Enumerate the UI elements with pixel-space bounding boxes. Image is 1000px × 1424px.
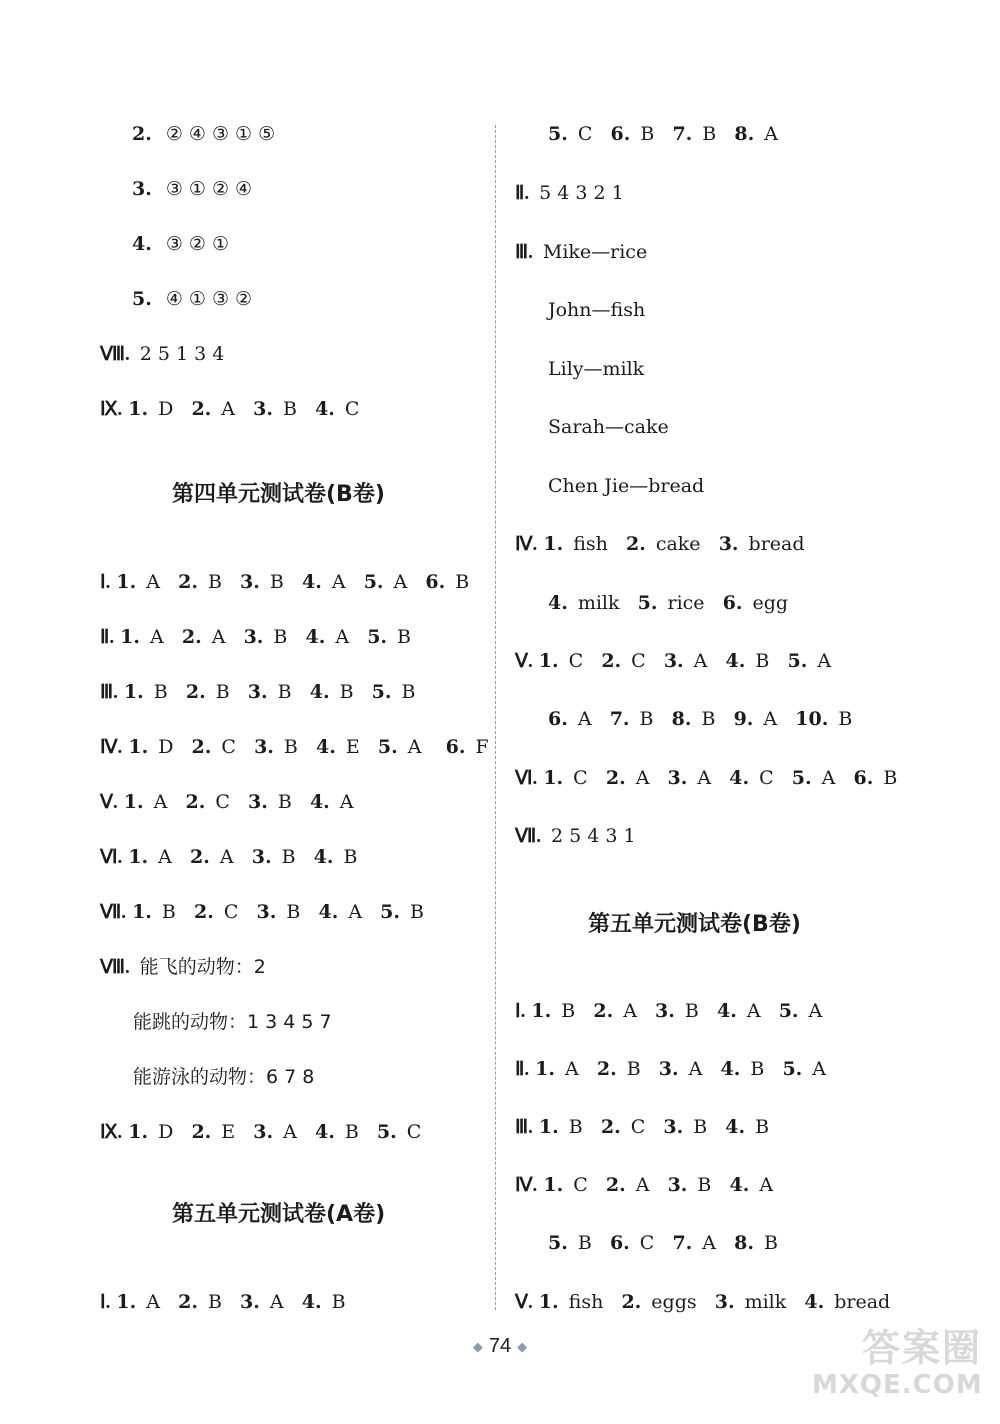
answer-value: B: [626, 1058, 641, 1080]
item-number: 1.: [123, 681, 144, 703]
answer-value: fish: [568, 1291, 604, 1313]
answer-row: [100, 900, 424, 925]
answer-value: A: [348, 901, 363, 923]
item-number: 3.: [667, 767, 688, 789]
answer-row: [515, 1115, 769, 1140]
section-heading: 第四单元测试卷(B卷): [172, 482, 385, 507]
answer-row: [548, 357, 644, 381]
item-number: 4.: [316, 736, 336, 758]
item-number: 1.: [531, 1000, 552, 1022]
section-numeral: Ⅱ.: [515, 1059, 530, 1080]
answer-value: B: [153, 681, 168, 703]
item-number: 4.: [725, 1116, 746, 1138]
answer-value: B: [639, 708, 654, 730]
section-numeral: Ⅵ.: [515, 768, 538, 789]
item-number: 5.: [132, 288, 152, 310]
item-number: 1.: [132, 901, 152, 923]
item-number: 2.: [194, 901, 214, 923]
item-number: 5.: [380, 901, 401, 923]
answer-value: eggs: [651, 1291, 697, 1313]
answer-row: [515, 532, 805, 557]
answer-value: B: [755, 650, 770, 672]
item-number: 2.: [605, 1174, 626, 1196]
watermark-text: 答案圈: [861, 1326, 982, 1370]
item-number: 2.: [185, 791, 206, 813]
answer-value: B: [568, 1116, 583, 1138]
answer-value: A: [817, 650, 832, 672]
answer-value: B: [283, 736, 298, 758]
answer-value: A: [211, 626, 226, 648]
answer-row: [100, 625, 411, 650]
answer-value: B: [161, 901, 176, 923]
answer-value: A: [635, 1174, 650, 1196]
item-number: 2.: [600, 1116, 621, 1138]
answer-value: A: [339, 791, 354, 813]
item-number: 6.: [445, 736, 466, 758]
item-number: 3.: [256, 901, 277, 923]
answer-value: cake: [655, 533, 701, 555]
answer-value: ③ ② ①: [165, 233, 230, 255]
item-number: 1.: [120, 626, 140, 648]
section-numeral: Ⅷ.: [100, 344, 130, 365]
item-number: 5.: [782, 1058, 803, 1080]
answer-value: B: [401, 681, 416, 703]
item-number: 8.: [734, 1232, 754, 1254]
item-number: 2.: [185, 681, 206, 703]
answer-value: B: [273, 626, 288, 648]
item-number: 2.: [132, 123, 152, 145]
answer-row: [100, 397, 359, 422]
answer-value: B: [215, 681, 230, 703]
answer-value: B: [339, 681, 354, 703]
answer-value: B: [344, 1121, 359, 1143]
item-number: 5.: [791, 767, 812, 789]
answer-value: C: [568, 650, 584, 672]
answer-value: 2 5 1 3 4: [139, 343, 225, 365]
answer-value: A: [393, 571, 408, 593]
answer-value: 能跳的动物：1 3 4 5 7: [133, 1011, 332, 1033]
item-number: 10.: [795, 708, 829, 730]
section-numeral: Ⅴ.: [515, 1292, 533, 1313]
answer-value: ③ ① ② ④: [165, 178, 253, 200]
answer-value: A: [335, 626, 350, 648]
answer-row: [515, 824, 636, 849]
item-number: 3.: [240, 571, 260, 593]
item-number: 6.: [425, 571, 446, 593]
answer-value: fish: [573, 533, 608, 555]
item-number: 7.: [672, 123, 693, 145]
section-numeral: Ⅰ.: [100, 572, 111, 593]
item-number: 3.: [655, 1000, 675, 1022]
item-number: 2.: [191, 736, 212, 758]
section-numeral: Ⅲ.: [100, 682, 118, 703]
answer-value: C: [630, 1116, 646, 1138]
answer-value: C: [344, 398, 360, 420]
item-number: 9.: [733, 708, 754, 730]
section-heading: 第五单元测试卷(B卷): [588, 912, 801, 937]
answer-row: [100, 845, 357, 870]
item-number: 1.: [116, 1291, 137, 1313]
answer-value: rice: [667, 592, 705, 614]
item-number: 1.: [543, 533, 564, 555]
section-numeral: Ⅳ.: [515, 1175, 538, 1196]
item-number: 2.: [190, 846, 210, 868]
section-numeral: Ⅱ.: [100, 627, 115, 648]
answer-value: A: [283, 1121, 297, 1143]
watermark-logo: [812, 1326, 982, 1406]
answer-value: E: [221, 1121, 236, 1143]
item-number: 3.: [243, 626, 264, 648]
answer-value: B: [561, 1000, 576, 1022]
answer-value: A: [565, 1058, 579, 1080]
item-number: 2.: [191, 1121, 212, 1143]
answer-row: [515, 240, 647, 265]
answer-row: [515, 649, 831, 674]
item-number: 2.: [625, 533, 646, 555]
section-numeral: Ⅸ.: [100, 399, 123, 420]
answer-row: [132, 122, 275, 146]
item-number: 1.: [535, 1058, 555, 1080]
answer-value: B: [701, 708, 716, 730]
answer-row: [548, 1231, 778, 1255]
answer-value: B: [640, 123, 655, 145]
answer-value: D: [158, 1121, 174, 1143]
section-numeral: Ⅱ.: [515, 183, 530, 204]
answer-value: D: [158, 398, 174, 420]
item-number: 2.: [605, 767, 626, 789]
answer-value: B: [281, 846, 296, 868]
watermark-url: MXQE.COM: [812, 1370, 983, 1400]
item-number: 1.: [128, 846, 149, 868]
answer-value: A: [221, 398, 236, 420]
item-number: 3.: [240, 1291, 260, 1313]
answer-row: [100, 570, 469, 595]
item-number: 1.: [538, 1291, 559, 1313]
item-number: 4.: [309, 791, 330, 813]
answer-value: A: [688, 1058, 703, 1080]
item-number: 4.: [720, 1058, 741, 1080]
item-number: 4.: [309, 681, 330, 703]
item-number: 5.: [778, 1000, 799, 1022]
item-number: 7.: [609, 708, 630, 730]
answer-value: A: [702, 1232, 717, 1254]
answer-row: [100, 680, 415, 705]
item-number: 4.: [315, 398, 335, 420]
answer-value: 5 4 3 2 1: [539, 182, 624, 204]
answer-value: Lily—milk: [548, 358, 645, 380]
answer-value: B: [838, 708, 853, 730]
item-number: 4.: [725, 650, 746, 672]
answer-row: [133, 1010, 332, 1034]
item-number: 3.: [248, 791, 268, 813]
answer-value: milk: [744, 1291, 787, 1313]
answer-value: C: [215, 791, 230, 813]
section-numeral: Ⅴ.: [515, 651, 533, 672]
answer-value: C: [221, 736, 236, 758]
item-number: 6.: [609, 1232, 630, 1254]
answer-value: A: [331, 571, 346, 593]
item-number: 1.: [128, 736, 149, 758]
item-number: 2.: [593, 1000, 614, 1022]
answer-value: A: [146, 571, 160, 593]
item-number: 2.: [191, 398, 212, 420]
item-number: 1.: [123, 791, 144, 813]
answer-row: [132, 287, 252, 311]
answer-value: C: [639, 1232, 655, 1254]
answer-row: [100, 342, 224, 367]
answer-value: B: [750, 1058, 765, 1080]
item-number: 4.: [716, 1000, 737, 1022]
answer-value: B: [207, 1291, 222, 1313]
item-number: 1.: [116, 571, 137, 593]
item-number: 1.: [538, 1116, 559, 1138]
answer-value: B: [764, 1232, 778, 1254]
item-number: 4.: [548, 592, 568, 614]
item-number: 1.: [543, 767, 564, 789]
item-number: 2.: [181, 626, 202, 648]
item-number: 5.: [637, 592, 658, 614]
answer-row: [515, 1290, 890, 1315]
answer-value: C: [406, 1121, 422, 1143]
answer-value: E: [345, 736, 360, 758]
answer-value: 能飞的动物：2: [139, 956, 266, 978]
column-divider: [495, 125, 496, 1310]
answer-value: C: [573, 767, 588, 789]
answer-row: [133, 1065, 314, 1089]
answer-value: Sarah—cake: [548, 416, 669, 438]
item-number: 1.: [538, 650, 559, 672]
item-number: 5.: [548, 123, 568, 145]
answer-row: [515, 1057, 826, 1082]
answer-row: [132, 232, 229, 256]
answer-value: B: [755, 1116, 770, 1138]
answer-value: F: [475, 736, 489, 758]
answer-value: B: [343, 846, 358, 868]
answer-value: 能游泳的动物：6 7 8: [133, 1066, 315, 1088]
answer-value: A: [759, 1174, 774, 1196]
item-number: 2.: [178, 1291, 198, 1313]
answer-value: A: [812, 1058, 827, 1080]
item-number: 4.: [301, 1291, 322, 1313]
answer-value: B: [693, 1116, 708, 1138]
answer-value: A: [623, 1000, 637, 1022]
answer-value: A: [577, 708, 592, 730]
section-numeral: Ⅲ.: [515, 1117, 533, 1138]
item-number: 4.: [301, 571, 322, 593]
answer-row: [548, 591, 788, 615]
answer-value: B: [277, 791, 292, 813]
item-number: 3.: [251, 846, 272, 868]
answer-value: C: [759, 767, 774, 789]
answer-value: John—fish: [548, 299, 646, 321]
item-number: 5.: [367, 626, 388, 648]
item-number: 3.: [714, 1291, 735, 1313]
item-number: 5.: [787, 650, 808, 672]
item-number: 5.: [363, 571, 384, 593]
diamond-ornament-icon: ◆: [472, 1338, 483, 1354]
answer-row: [548, 474, 704, 498]
answer-row: [548, 707, 852, 731]
answer-value: B: [702, 123, 717, 145]
answer-value: A: [407, 736, 422, 758]
answer-value: B: [277, 681, 292, 703]
section-numeral: Ⅶ.: [515, 826, 542, 847]
section-numeral: Ⅳ.: [100, 737, 123, 758]
item-number: 3.: [663, 1116, 684, 1138]
answer-value: A: [635, 767, 650, 789]
answer-value: C: [573, 1174, 588, 1196]
answer-row: [515, 999, 822, 1024]
item-number: 5.: [548, 1232, 568, 1254]
answer-value: A: [150, 626, 164, 648]
item-number: 2.: [601, 650, 622, 672]
item-number: 7.: [672, 1232, 693, 1254]
item-number: 4.: [804, 1291, 825, 1313]
answer-value: B: [883, 767, 898, 789]
answer-value: bread: [834, 1291, 891, 1313]
answer-value: D: [158, 736, 174, 758]
item-number: 5.: [376, 1121, 397, 1143]
answer-value: bread: [748, 533, 805, 555]
answer-value: ② ④ ③ ① ⑤: [165, 123, 276, 145]
answer-row: [548, 298, 645, 322]
answer-value: B: [697, 1174, 712, 1196]
answer-value: A: [808, 1000, 823, 1022]
item-number: 3.: [663, 650, 684, 672]
answer-value: A: [821, 767, 836, 789]
answer-row: [100, 1120, 421, 1145]
answer-value: ④ ① ③ ②: [165, 288, 253, 310]
item-number: 8.: [671, 708, 692, 730]
item-number: 2.: [596, 1058, 617, 1080]
answer-value: B: [269, 571, 284, 593]
answer-row: [515, 181, 624, 206]
answer-row: [548, 122, 778, 146]
answer-value: A: [146, 1291, 160, 1313]
item-number: 1.: [543, 1174, 564, 1196]
answer-value: B: [282, 398, 297, 420]
answer-value: Mike—rice: [542, 241, 648, 263]
diamond-ornament-icon: ◆: [517, 1338, 528, 1354]
item-number: 2.: [178, 571, 198, 593]
item-number: 4.: [314, 1121, 335, 1143]
item-number: 3.: [667, 1174, 688, 1196]
answer-value: B: [331, 1291, 346, 1313]
section-numeral: Ⅰ.: [515, 1001, 526, 1022]
item-number: 6.: [610, 123, 631, 145]
item-number: 4.: [132, 233, 152, 255]
answer-row: [548, 415, 669, 439]
answer-row: [100, 1290, 346, 1315]
answer-value: B: [397, 626, 412, 648]
item-number: 3.: [253, 1121, 274, 1143]
item-number: 5.: [377, 736, 398, 758]
item-number: 3.: [253, 398, 273, 420]
item-number: 6.: [722, 592, 743, 614]
page-number-text: 74: [488, 1335, 512, 1357]
item-number: 3.: [132, 178, 152, 200]
item-number: 4.: [313, 846, 334, 868]
section-numeral: Ⅳ.: [515, 534, 538, 555]
item-number: 3.: [247, 681, 268, 703]
answer-value: A: [219, 846, 234, 868]
section-numeral: Ⅴ.: [100, 792, 118, 813]
answer-value: B: [207, 571, 222, 593]
answer-row: [100, 955, 266, 980]
answer-row: [515, 1173, 773, 1198]
section-numeral: Ⅷ.: [100, 957, 130, 978]
section-heading: 第五单元测试卷(A卷): [172, 1202, 386, 1227]
answer-value: A: [764, 123, 778, 145]
item-number: 4.: [729, 767, 750, 789]
item-number: 4.: [318, 901, 339, 923]
answer-value: milk: [577, 592, 620, 614]
section-numeral: Ⅰ.: [100, 1292, 111, 1313]
answer-row: [515, 766, 897, 791]
item-number: 1.: [128, 398, 149, 420]
item-number: 4.: [305, 626, 326, 648]
item-number: 4.: [729, 1174, 750, 1196]
item-number: 6.: [853, 767, 874, 789]
answer-value: A: [158, 846, 172, 868]
item-number: 1.: [128, 1121, 149, 1143]
section-numeral: Ⅵ.: [100, 847, 123, 868]
item-number: 8.: [734, 123, 755, 145]
answer-row: [100, 790, 354, 815]
answer-value: Chen Jie—bread: [548, 475, 705, 497]
section-numeral: Ⅲ.: [515, 242, 533, 263]
item-number: 2.: [621, 1291, 642, 1313]
item-number: 3.: [658, 1058, 679, 1080]
item-number: 6.: [548, 708, 568, 730]
section-numeral: Ⅸ.: [100, 1122, 123, 1143]
answer-value: B: [410, 901, 424, 923]
answer-row: [132, 177, 252, 201]
section-numeral: Ⅶ.: [100, 902, 127, 923]
answer-value: B: [455, 571, 470, 593]
answer-value: B: [286, 901, 301, 923]
answer-value: C: [577, 123, 593, 145]
answer-row: [100, 735, 489, 760]
answer-value: B: [684, 1000, 699, 1022]
item-number: 3.: [718, 533, 739, 555]
answer-value: A: [153, 791, 168, 813]
answer-value: C: [223, 901, 239, 923]
answer-value: C: [631, 650, 646, 672]
answer-value: A: [746, 1000, 761, 1022]
answer-value: 2 5 4 3 1: [551, 825, 636, 847]
answer-value: A: [763, 708, 778, 730]
answer-value: A: [697, 767, 712, 789]
answer-value: A: [269, 1291, 284, 1313]
answer-value: B: [577, 1232, 592, 1254]
item-number: 5.: [371, 681, 392, 703]
answer-value: egg: [752, 592, 789, 614]
item-number: 3.: [254, 736, 274, 758]
answer-value: A: [693, 650, 708, 672]
